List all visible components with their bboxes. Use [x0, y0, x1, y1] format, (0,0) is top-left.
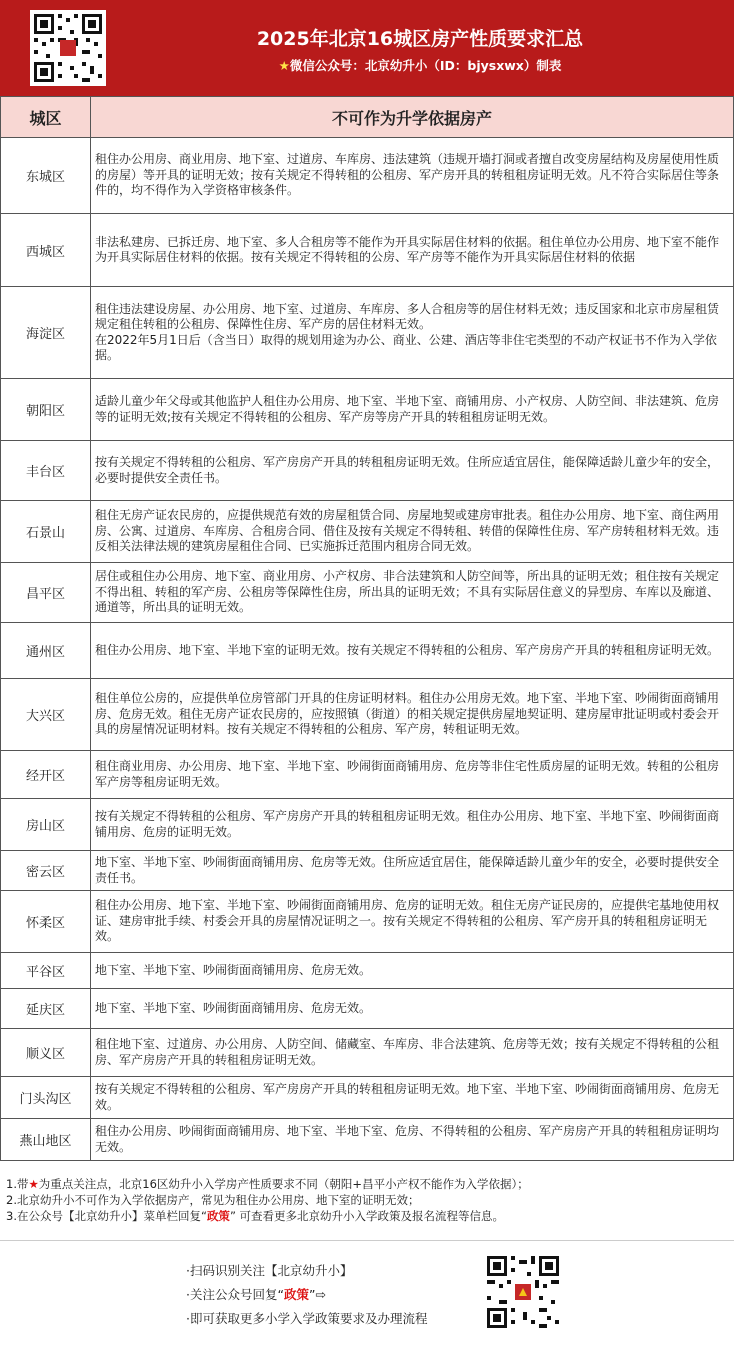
star-icon: ★	[28, 1177, 39, 1191]
district-cell: 西城区	[1, 214, 91, 287]
page-subtitle	[120, 56, 720, 74]
district-cell: 东城区	[1, 138, 91, 214]
table-header-row	[1, 97, 734, 138]
footer-line-1: ·扫码识别关注【北京幼升小】	[186, 1263, 353, 1278]
description-cell: 租住办公用房、地下室、半地下室、吵闹街面商铺用房、危房的证明无效。租住无房产证民房的，应提供宅基地使用权证、建房审批手续、村委会开具的房屋情况证明之一。按有关规定不得转租的公租房、军产房开具的转租租房证明无效。	[91, 891, 734, 953]
table-row	[1, 441, 734, 501]
description-cell: 租住办公用房、商业用房、地下室、过道房、车库房、违法建筑（违规开墙打洞或者擅自改变房屋结构及房屋使用性质的房屋）等开具的证明无效；按有关规定不得转租的公租房、军产房开具的转租租房证明无效。凡不符合实际居住等条件的，均不得作为入学资格审核条件。	[91, 138, 734, 214]
note-1-text: 为重点关注点，北京16区幼升小入学房产性质要求不同（朝阳+昌平小产权不能作为入学依据）；	[38, 1177, 529, 1191]
page-title: 2025年北京16城区房产性质要求汇总	[256, 28, 584, 50]
table-row	[1, 953, 734, 989]
footer-instructions	[186, 1259, 427, 1331]
footer-line-3: ·即可获取更多小学入学政策要求及办理流程	[186, 1311, 428, 1326]
district-cell: 石景山	[1, 501, 91, 563]
table-row	[1, 1119, 734, 1161]
header-banner	[0, 0, 734, 96]
description-cell: 地下室、半地下室、吵闹街面商铺用房、危房无效。	[91, 989, 734, 1029]
district-cell: 通州区	[1, 623, 91, 679]
table-row	[1, 799, 734, 851]
table-row	[1, 501, 734, 563]
qr-code-top[interactable]	[30, 10, 106, 86]
table-row	[1, 563, 734, 623]
description-cell: 适龄儿童少年父母或其他监护人租住办公用房、地下室、半地下室、商铺用房、小产权房、人防空间、非法建筑、危房等的证明无效;按有关规定不得转租的公租房、军产房等房产开具的转租租房证明无效。	[91, 379, 734, 441]
note-3-keyword: 政策	[206, 1209, 230, 1223]
table-row	[1, 214, 734, 287]
footer	[0, 1240, 734, 1345]
footer-line-2	[186, 1283, 427, 1307]
table-row	[1, 679, 734, 751]
district-cell: 怀柔区	[1, 891, 91, 953]
district-cell: 丰台区	[1, 441, 91, 501]
description-cell: 按有关规定不得转租的公租房、军产房房产开具的转租租房证明无效。租住办公用房、地下室、半地下室、吵闹街面商铺用房、危房的证明无效。	[91, 799, 734, 851]
table-row	[1, 1077, 734, 1119]
description-cell: 居住或租住办公用房、地下室、商业用房、小产权房、非合法建筑和人防空间等，所出具的证明无效；租住按有关规定不得出租、转租的军产房、公租房等保障性住房，所出具的证明无效；不具有实际居住意义的异型房、车库以及廊道、通道等，所出具的证明无效。	[91, 563, 734, 623]
description-cell: 租住地下室、过道房、办公用房、人防空间、储藏室、车库房、非合法建筑、危房等无效；按有关规定不得转租的公租房、军产房房产开具的转租租房证明无效。	[91, 1029, 734, 1077]
property-requirements-table	[0, 96, 734, 1161]
table-row	[1, 138, 734, 214]
note-2: 2.北京幼升小不可作为入学依据房产，常见为租住办公用房、地下室的证明无效；	[6, 1193, 420, 1207]
notes-section	[6, 1176, 726, 1224]
district-cell: 大兴区	[1, 679, 91, 751]
description-cell: 租住办公用房、吵闹街面商铺用房、地下室、半地下室、危房、不得转租的公租房、军产房房产开具的转租租房证明均无效。	[91, 1119, 734, 1161]
footer-line-2-keyword: 政策	[283, 1287, 309, 1302]
description-cell: 按有关规定不得转租的公租房、军产房房产开具的转租租房证明无效。住所应适宜居住，能保障适龄儿童少年的安全，必要时提供安全责任书。	[91, 441, 734, 501]
district-cell: 顺义区	[1, 1029, 91, 1077]
table-row	[1, 287, 734, 379]
table-row	[1, 1029, 734, 1077]
table-row	[1, 379, 734, 441]
note-3-text: ” 可查看更多北京幼升小入学政策及报名流程等信息。	[229, 1209, 505, 1223]
district-cell: 门头沟区	[1, 1077, 91, 1119]
table-row	[1, 851, 734, 891]
district-cell: 房山区	[1, 799, 91, 851]
qr-code-bottom[interactable]	[483, 1252, 563, 1332]
district-cell: 朝阳区	[1, 379, 91, 441]
subtitle-text: 微信公众号：北京幼升小（ID：bjysxwx）制表	[289, 58, 562, 73]
column-header-district: 城区	[1, 97, 91, 138]
district-cell: 昌平区	[1, 563, 91, 623]
star-icon: ★	[278, 58, 290, 73]
description-cell: 租住办公用房、地下室、半地下室的证明无效。按有关规定不得转租的公租房、军产房房产开具的转租租房证明无效。	[91, 623, 734, 679]
note-1	[6, 1176, 726, 1192]
column-header-invalid-property: 不可作为升学依据房产	[91, 97, 734, 138]
note-3-prefix: 3.在公众号【北京幼升小】菜单栏回复“	[6, 1209, 207, 1223]
footer-line-2-prefix: ·关注公众号回复“	[186, 1287, 284, 1302]
note-3	[6, 1208, 726, 1224]
description-cell: 非法私建房、已拆迁房、地下室、多人合租房等不能作为开具实际居住材料的依据。租住单位办公用房、地下室不能作为开具实际居住材料的依据。按有关规定不得转租的公房、军产房等不能作为开具实际居住材料的依据	[91, 214, 734, 287]
description-cell: 租住商业用房、办公用房、地下室、半地下室、吵闹街面商铺用房、危房等非住宅性质房屋的证明无效。转租的公租房军产房等租房证明无效。	[91, 751, 734, 799]
description-cell: 按有关规定不得转租的公租房、军产房房产开具的转租租房证明无效。地下室、半地下室、吵闹街面商铺用房、危房无效。	[91, 1077, 734, 1119]
table-row	[1, 891, 734, 953]
district-cell: 密云区	[1, 851, 91, 891]
district-cell: 燕山地区	[1, 1119, 91, 1161]
footer-line-2-suffix: ”⇨	[308, 1287, 326, 1302]
table-row	[1, 989, 734, 1029]
description-cell: 地下室、半地下室、吵闹街面商铺用房、危房等无效。住所应适宜居住，能保障适龄儿童少年的安全，必要时提供安全责任书。	[91, 851, 734, 891]
note-1-prefix: 1.带	[6, 1177, 29, 1191]
table-row	[1, 623, 734, 679]
district-cell: 延庆区	[1, 989, 91, 1029]
district-cell: 经开区	[1, 751, 91, 799]
district-cell: 海淀区	[1, 287, 91, 379]
description-cell: 租住无房产证农民房的，应提供规范有效的房屋租赁合同、房屋地契或建房审批表。租住办公用房、地下室、商住两用房、公寓、过道房、车库房、合租房合同、借住及按有关规定不得转租、转借的保障性住房、军产房转租材料无效。违反相关法律法规的建筑房屋租住合同、已实施拆迁范围内租房合同无效。	[91, 501, 734, 563]
description-cell: 租住违法建设房屋、办公用房、地下室、过道房、车库房、多人合租房等的居住材料无效；违反国家和北京市房屋租赁规定租住转租的公租房、保障性住房、军产房的居住材料无效。 在2022年5月1日后（含当日）取得的规划用途为办公、商业、公建、酒店等非住宅类型的不动产权证书不作为入学依据。	[91, 287, 734, 379]
description-cell: 租住单位公房的，应提供单位房管部门开具的住房证明材料。租住办公用房无效。地下室、半地下室、吵闹街面商铺用房、危房无效。租住无房产证农民房的，应按照镇（街道）的相关规定提供房屋地契证明、建房屋审批证明或村委会开具的房屋情况证明材料。按有关规定不得转租的公租房、军产房，转租证明无效。	[91, 679, 734, 751]
description-cell: 地下室、半地下室、吵闹街面商铺用房、危房无效。	[91, 953, 734, 989]
district-cell: 平谷区	[1, 953, 91, 989]
table-row	[1, 751, 734, 799]
